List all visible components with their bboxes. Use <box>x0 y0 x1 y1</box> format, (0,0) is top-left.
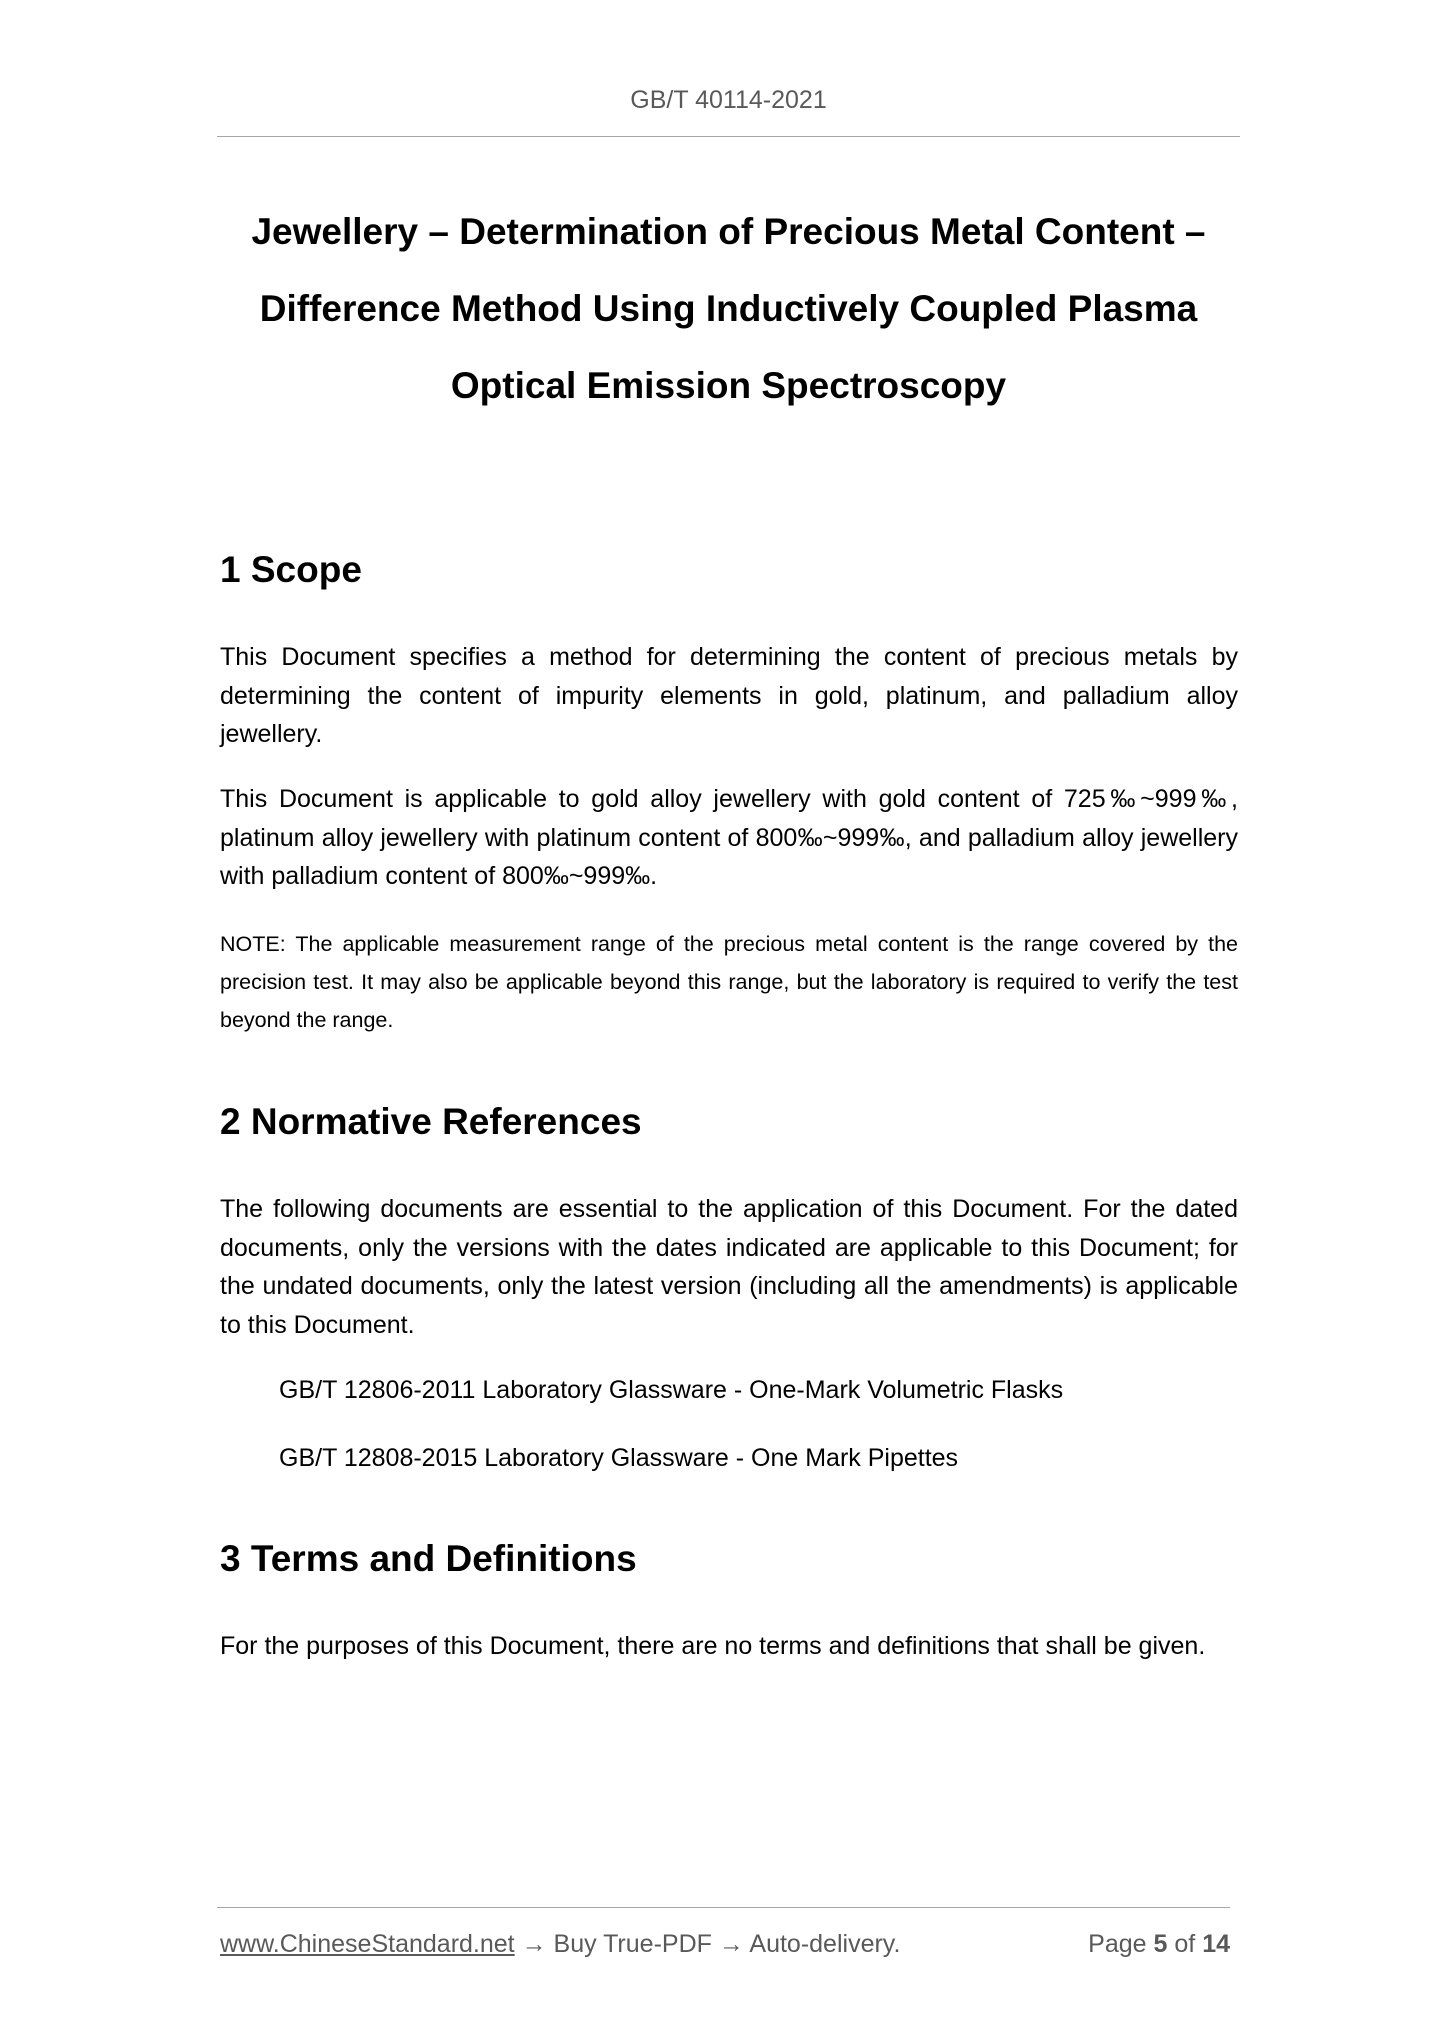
section-heading-normative-references: 2 Normative References <box>220 1101 642 1142</box>
title-line-1: Jewellery – Determination of Precious Metal Content – <box>251 211 1206 252</box>
of-word: of <box>1174 1930 1196 1958</box>
scope-note: NOTE: The applicable measurement range of the precious metal content is the range covered by the precision test. It may also be applicable beyond this range, but the laboratory is required to verify the test beyond the range. <box>220 932 1238 1032</box>
reference-item: GB/T 12808-2015 Laboratory Glassware - One Mark Pipettes <box>279 1444 959 1472</box>
normative-references-paragraph: The following documents are essential to the application of this Document. For the dated documents, only the versions with the dates indicated are applicable to this Document; for the undated documents, only the latest version (including all the amendments) is applicable to this Document. <box>220 1195 1238 1339</box>
page-word: Page <box>1088 1930 1147 1958</box>
terms-paragraph: For the purposes of this Document, there are no terms and definitions that shall be given. <box>220 1632 1206 1660</box>
section-heading-scope: 1 Scope <box>220 549 362 590</box>
website-link[interactable]: www.ChineseStandard.net <box>220 1930 515 1958</box>
footer-rule <box>217 1907 1230 1908</box>
title-line-2: Difference Method Using Inductively Coupled Plasma <box>259 288 1198 329</box>
scope-paragraph-1: This Document specifies a method for determining the content of precious metals by determining the content of impurity elements in gold, platinum, and palladium alloy jewellery. <box>220 643 1238 748</box>
section-heading-terms-and-definitions: 3 Terms and Definitions <box>220 1538 637 1579</box>
header-rule <box>217 136 1240 137</box>
footer-left <box>220 1926 900 1962</box>
current-page: 5 <box>1153 1930 1168 1958</box>
running-header: GB/T 40114-2021 <box>630 86 827 114</box>
footer-tagline: → Buy True-PDF → Auto-delivery. <box>514 1930 901 1958</box>
scope-paragraph-2: This Document is applicable to gold alloy jewellery with gold content of 725‰~999‰, platinum alloy jewellery with platinum content of 800‰~999‰, and palladium alloy jewellery with palladium content of 800‰~999‰. <box>220 785 1238 890</box>
page-number <box>1088 1926 1230 1962</box>
title-line-3: Optical Emission Spectroscopy <box>450 365 1007 406</box>
reference-item: GB/T 12806-2011 Laboratory Glassware - One-Mark Volumetric Flasks <box>279 1376 1064 1404</box>
total-pages: 14 <box>1202 1930 1230 1958</box>
document-title <box>217 193 1240 424</box>
